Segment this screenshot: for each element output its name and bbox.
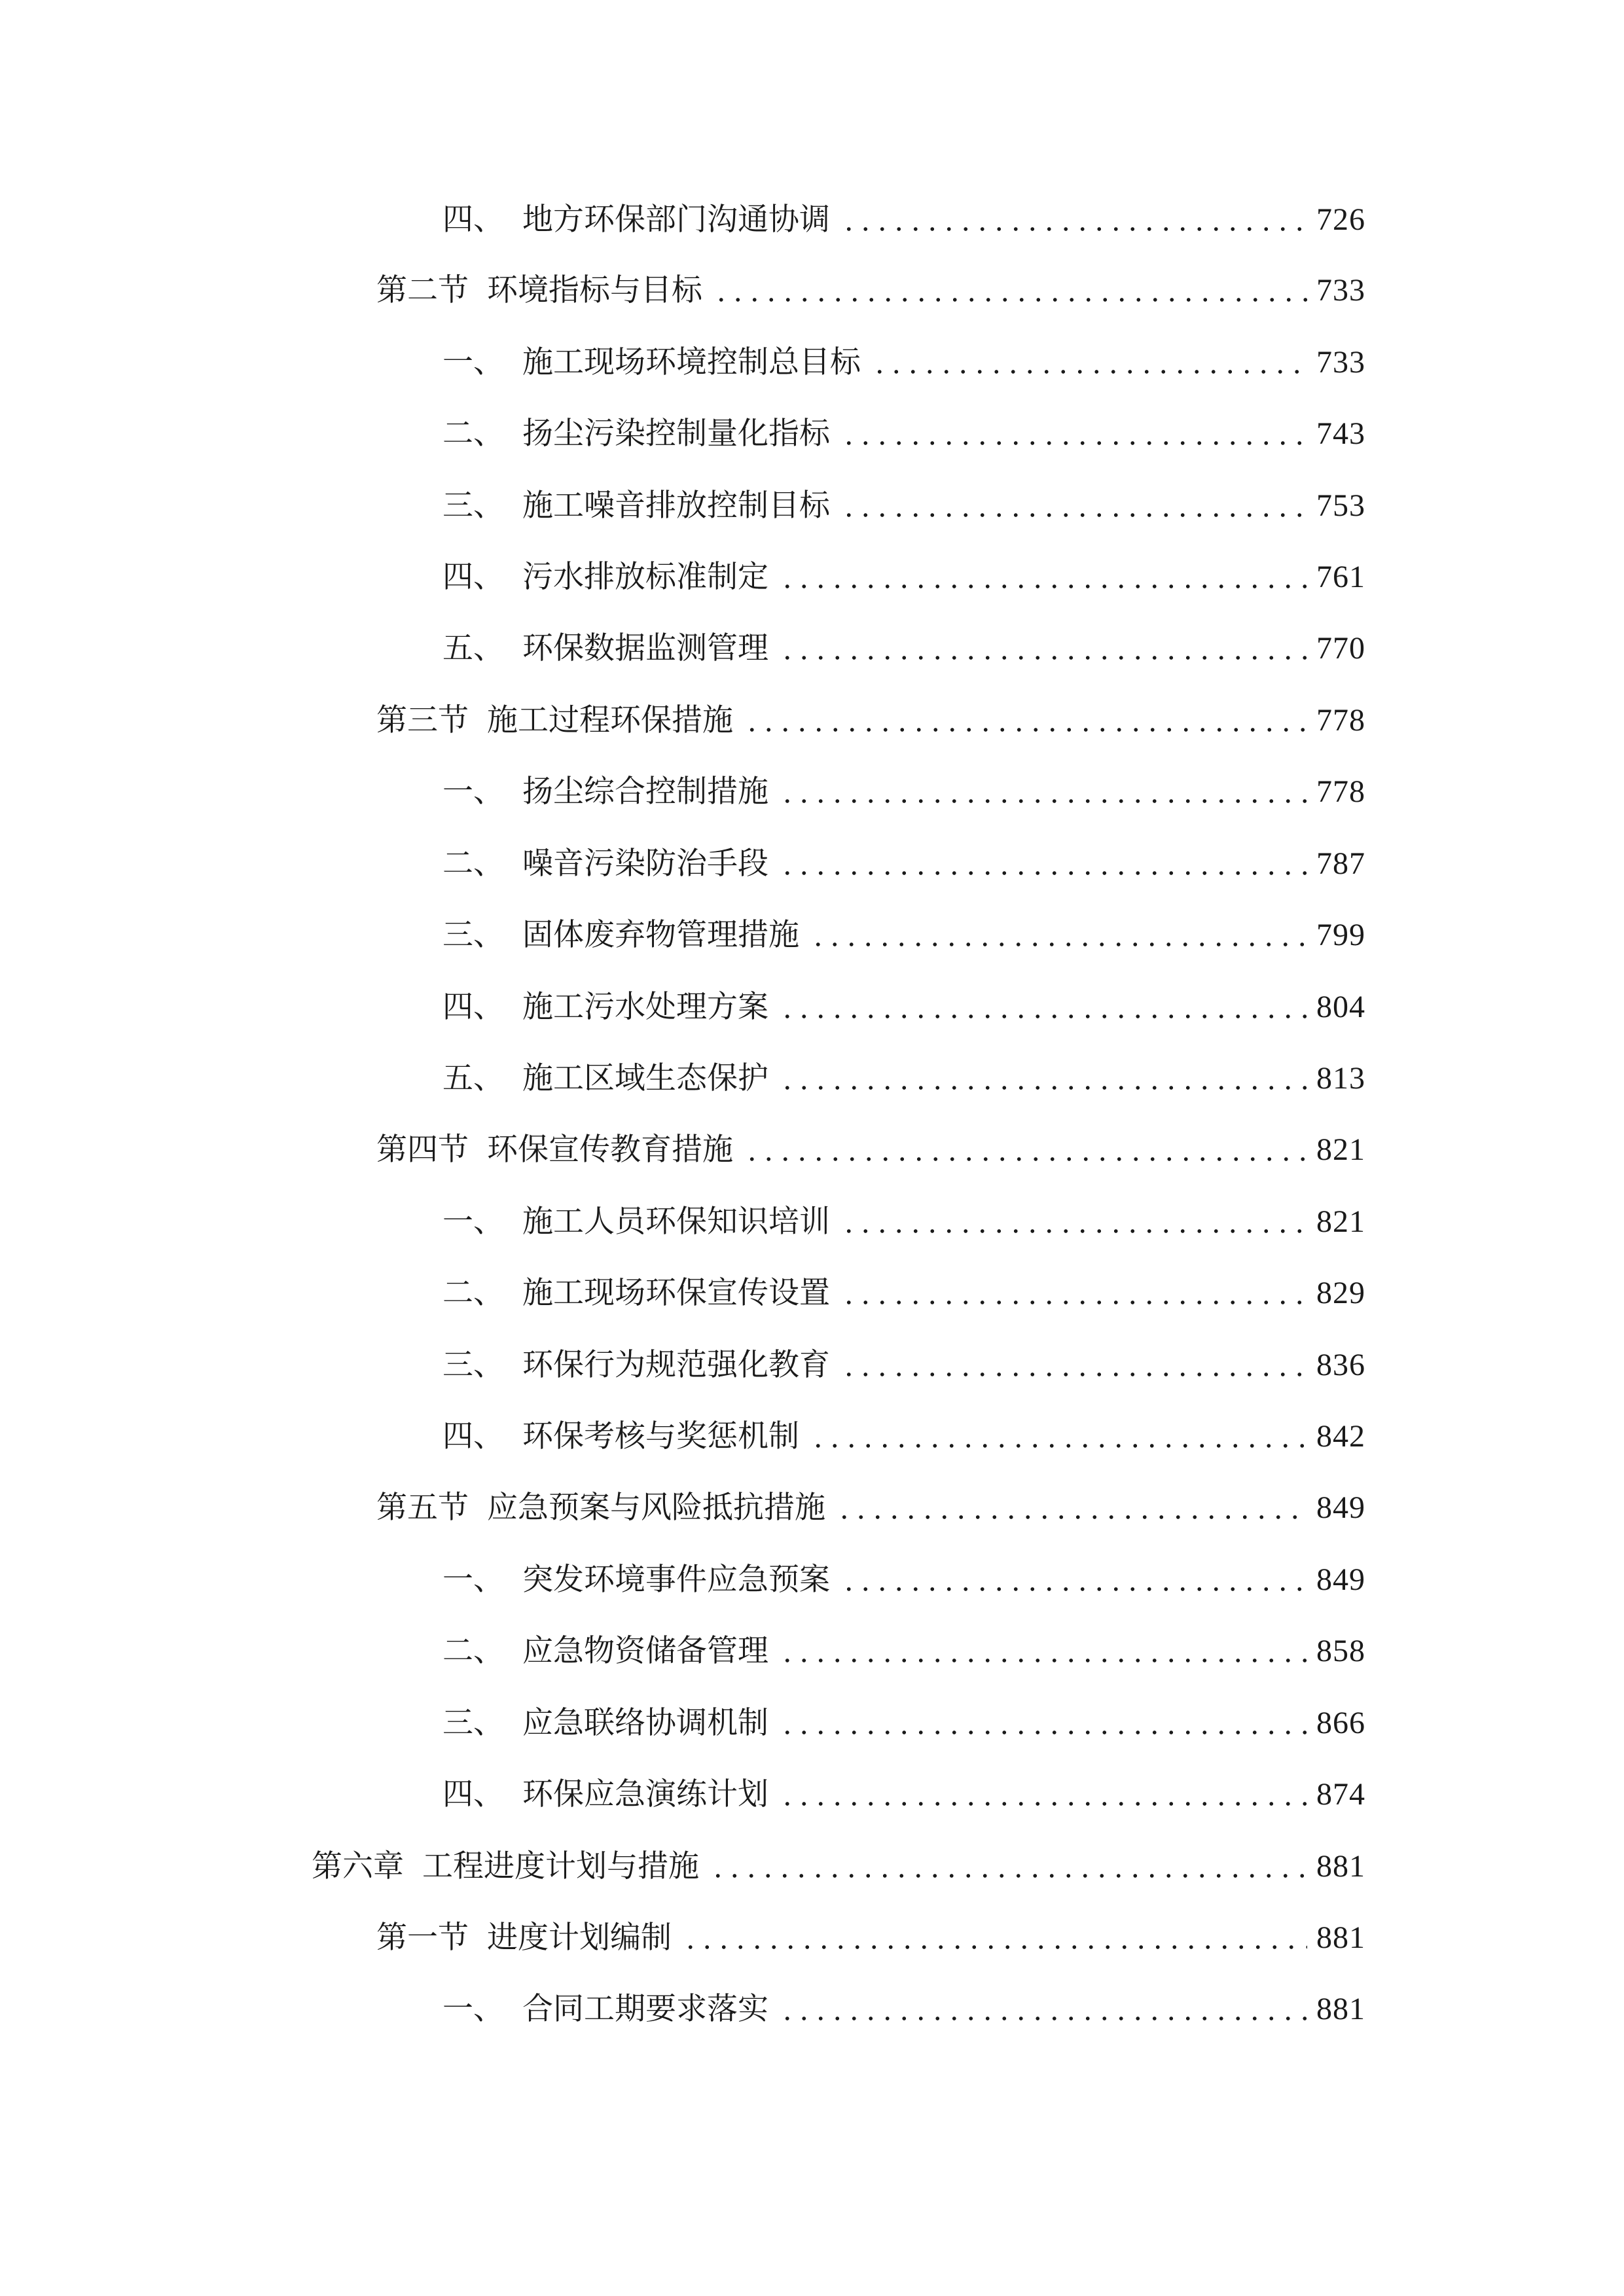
- toc-entry-title: 固体废弃物管理措施: [522, 917, 799, 953]
- toc-entry[interactable]: [442, 1697, 1365, 1749]
- toc-entry[interactable]: [442, 838, 1365, 890]
- toc-entry[interactable]: [442, 1410, 1365, 1463]
- toc-entry-title: 噪音污染防治手段: [522, 846, 768, 882]
- toc-entry-number: 二、: [442, 846, 504, 882]
- toc-entry-number: 三、: [442, 488, 504, 524]
- toc-entry-title: 应急联络协调机制: [522, 1705, 768, 1741]
- toc-entry[interactable]: [442, 1625, 1365, 1677]
- toc-entry-title: 工程进度计划与措施: [422, 1848, 699, 1884]
- toc-entry-number: 一、: [442, 344, 504, 380]
- toc-entry-number: 第二节: [376, 272, 469, 308]
- toc-entry-title: 扬尘污染控制量化指标: [522, 416, 830, 452]
- toc-dot-leader: [779, 1013, 1307, 1020]
- toc-entry-number: 五、: [442, 630, 504, 666]
- toc-dot-leader: [871, 368, 1307, 376]
- toc-entry-title: 施工区域生态保护: [522, 1060, 768, 1096]
- toc-entry-number: 四、: [442, 559, 504, 595]
- toc-dot-leader: [744, 1155, 1307, 1163]
- toc-page-number: 787: [1316, 846, 1365, 881]
- toc-dot-leader: [779, 869, 1307, 877]
- toc-dot-leader: [779, 1657, 1307, 1664]
- toc-dot-leader: [713, 296, 1307, 304]
- toc-dot-leader: [840, 1585, 1307, 1593]
- toc-dot-leader: [840, 225, 1307, 233]
- toc-page-number: 733: [1316, 273, 1365, 308]
- toc-page-number: 858: [1316, 1634, 1365, 1668]
- toc-entry[interactable]: [442, 1554, 1365, 1606]
- toc-page-number: 813: [1316, 1061, 1365, 1096]
- toc-entry-title: 环保应急演练计划: [522, 1776, 768, 1812]
- toc-page-number: 842: [1316, 1419, 1365, 1454]
- toc-dot-leader: [840, 1299, 1307, 1306]
- toc-entry[interactable]: [312, 1840, 1365, 1893]
- toc-entry-number: 四、: [442, 1418, 504, 1454]
- toc-entry[interactable]: [442, 551, 1365, 603]
- toc-entry-number: 一、: [442, 1562, 504, 1598]
- toc-page-number: 726: [1316, 202, 1365, 237]
- toc-page-number: 881: [1316, 1992, 1365, 2026]
- toc-entry-title: 环保宣传教育措施: [487, 1132, 733, 1168]
- toc-entry[interactable]: [376, 1912, 1365, 1964]
- toc-entry[interactable]: [442, 1052, 1365, 1105]
- toc-dot-leader: [810, 1442, 1307, 1450]
- toc-entry-title: 应急物资储备管理: [522, 1633, 768, 1669]
- toc-dot-leader: [840, 439, 1307, 447]
- toc-entry-title: 施工污水处理方案: [522, 989, 768, 1025]
- toc-entry[interactable]: [442, 480, 1365, 532]
- toc-page-number: 866: [1316, 1706, 1365, 1740]
- toc-entry[interactable]: [376, 264, 1365, 317]
- toc-entry-number: 四、: [442, 989, 504, 1025]
- toc-dot-leader: [779, 1084, 1307, 1092]
- toc-entry-title: 扬尘综合控制措施: [522, 774, 768, 810]
- toc-page-number: 881: [1316, 1920, 1365, 1955]
- toc-dot-leader: [779, 1729, 1307, 1736]
- toc-entry-number: 四、: [442, 1776, 504, 1812]
- toc-entry[interactable]: [376, 694, 1365, 747]
- toc-entry-title: 施工现场环保宣传设置: [522, 1275, 830, 1311]
- toc-entry[interactable]: [442, 1983, 1365, 2036]
- toc-dot-leader: [710, 1872, 1307, 1880]
- toc-entry-number: 二、: [442, 1633, 504, 1669]
- toc-entry-number: 第四节: [376, 1132, 469, 1168]
- toc-dot-leader: [779, 1800, 1307, 1808]
- toc-dot-leader: [840, 1371, 1307, 1378]
- toc-page-number: 743: [1316, 416, 1365, 451]
- toc-dot-leader: [779, 583, 1307, 590]
- toc-entry-number: 五、: [442, 1060, 504, 1096]
- toc-page-number: 881: [1316, 1849, 1365, 1884]
- toc-entry-title: 进度计划编制: [487, 1920, 672, 1956]
- toc-entry-title: 突发环境事件应急预案: [522, 1562, 830, 1598]
- toc-entry[interactable]: [442, 1768, 1365, 1821]
- toc-entry-number: 第五节: [376, 1490, 469, 1526]
- toc-page-number: 821: [1316, 1132, 1365, 1167]
- toc-entry-title: 应急预案与风险抵抗措施: [487, 1490, 825, 1526]
- toc-entry-number: 三、: [442, 917, 504, 953]
- toc-dot-leader: [682, 1943, 1307, 1951]
- toc-entry[interactable]: [442, 1339, 1365, 1391]
- toc-entry-number: 一、: [442, 1991, 504, 2027]
- toc-dot-leader: [840, 511, 1307, 519]
- toc-entry[interactable]: [442, 909, 1365, 961]
- toc-page-number: 733: [1316, 345, 1365, 380]
- toc-entry-number: 第一节: [376, 1920, 469, 1956]
- toc-entry-number: 四、: [442, 202, 504, 238]
- toc-entry[interactable]: [442, 1267, 1365, 1319]
- toc-entry[interactable]: [442, 766, 1365, 818]
- toc-page-number: 874: [1316, 1777, 1365, 1812]
- toc-entry[interactable]: [442, 408, 1365, 460]
- toc-page-number: 753: [1316, 488, 1365, 523]
- toc-page-number: 821: [1316, 1204, 1365, 1239]
- toc-entry-title: 施工噪音排放控制目标: [522, 488, 830, 524]
- toc-entry-title: 环保行为规范强化教育: [522, 1347, 830, 1383]
- toc-entry-number: 第三节: [376, 702, 469, 738]
- toc-page-number: 778: [1316, 774, 1365, 809]
- toc-entry[interactable]: [442, 1196, 1365, 1248]
- toc-dot-leader: [779, 2015, 1307, 2022]
- toc-entry-title: 污水排放标准制定: [522, 559, 768, 595]
- toc-page-number: 778: [1316, 703, 1365, 738]
- toc-page-number: 804: [1316, 990, 1365, 1024]
- toc-entry-title: 合同工期要求落实: [522, 1991, 768, 2027]
- toc-dot-leader: [810, 941, 1307, 948]
- toc-entry[interactable]: [376, 1482, 1365, 1534]
- toc-entry-title: 施工过程环保措施: [487, 702, 733, 738]
- toc-entry-title: 施工现场环境控制总目标: [522, 344, 861, 380]
- toc-entry-number: 一、: [442, 1204, 504, 1240]
- toc-entry[interactable]: [442, 336, 1365, 389]
- toc-entry-title: 环保考核与奖惩机制: [522, 1418, 799, 1454]
- toc-page-number: 770: [1316, 631, 1365, 666]
- toc-page-number: 849: [1316, 1562, 1365, 1597]
- toc-page-number: 799: [1316, 918, 1365, 952]
- toc-entry-number: 一、: [442, 774, 504, 810]
- toc-entry-title: 施工人员环保知识培训: [522, 1204, 830, 1240]
- toc-entry[interactable]: [442, 622, 1365, 675]
- toc-dot-leader: [840, 1227, 1307, 1235]
- toc-entry-number: 第六章: [312, 1848, 404, 1884]
- toc-dot-leader: [836, 1513, 1307, 1521]
- toc-dot-leader: [779, 654, 1307, 662]
- toc-page-number: 761: [1316, 560, 1365, 594]
- toc-page-number: 849: [1316, 1490, 1365, 1525]
- toc-page-number: 829: [1316, 1276, 1365, 1310]
- toc-entry[interactable]: [442, 981, 1365, 1033]
- toc-entry-number: 二、: [442, 1275, 504, 1311]
- toc-entry-number: 三、: [442, 1347, 504, 1383]
- toc-entry-number: 三、: [442, 1705, 504, 1741]
- toc-entry-title: 环境指标与目标: [487, 272, 702, 308]
- toc-dot-leader: [744, 726, 1307, 734]
- toc-dot-leader: [779, 797, 1307, 805]
- toc-entry-number: 二、: [442, 416, 504, 452]
- toc-entry-title: 环保数据监测管理: [522, 630, 768, 666]
- toc-page-number: 836: [1316, 1348, 1365, 1382]
- toc-entry[interactable]: [376, 1124, 1365, 1176]
- toc-entry-title: 地方环保部门沟通协调: [522, 202, 830, 238]
- toc-entry[interactable]: [442, 194, 1365, 246]
